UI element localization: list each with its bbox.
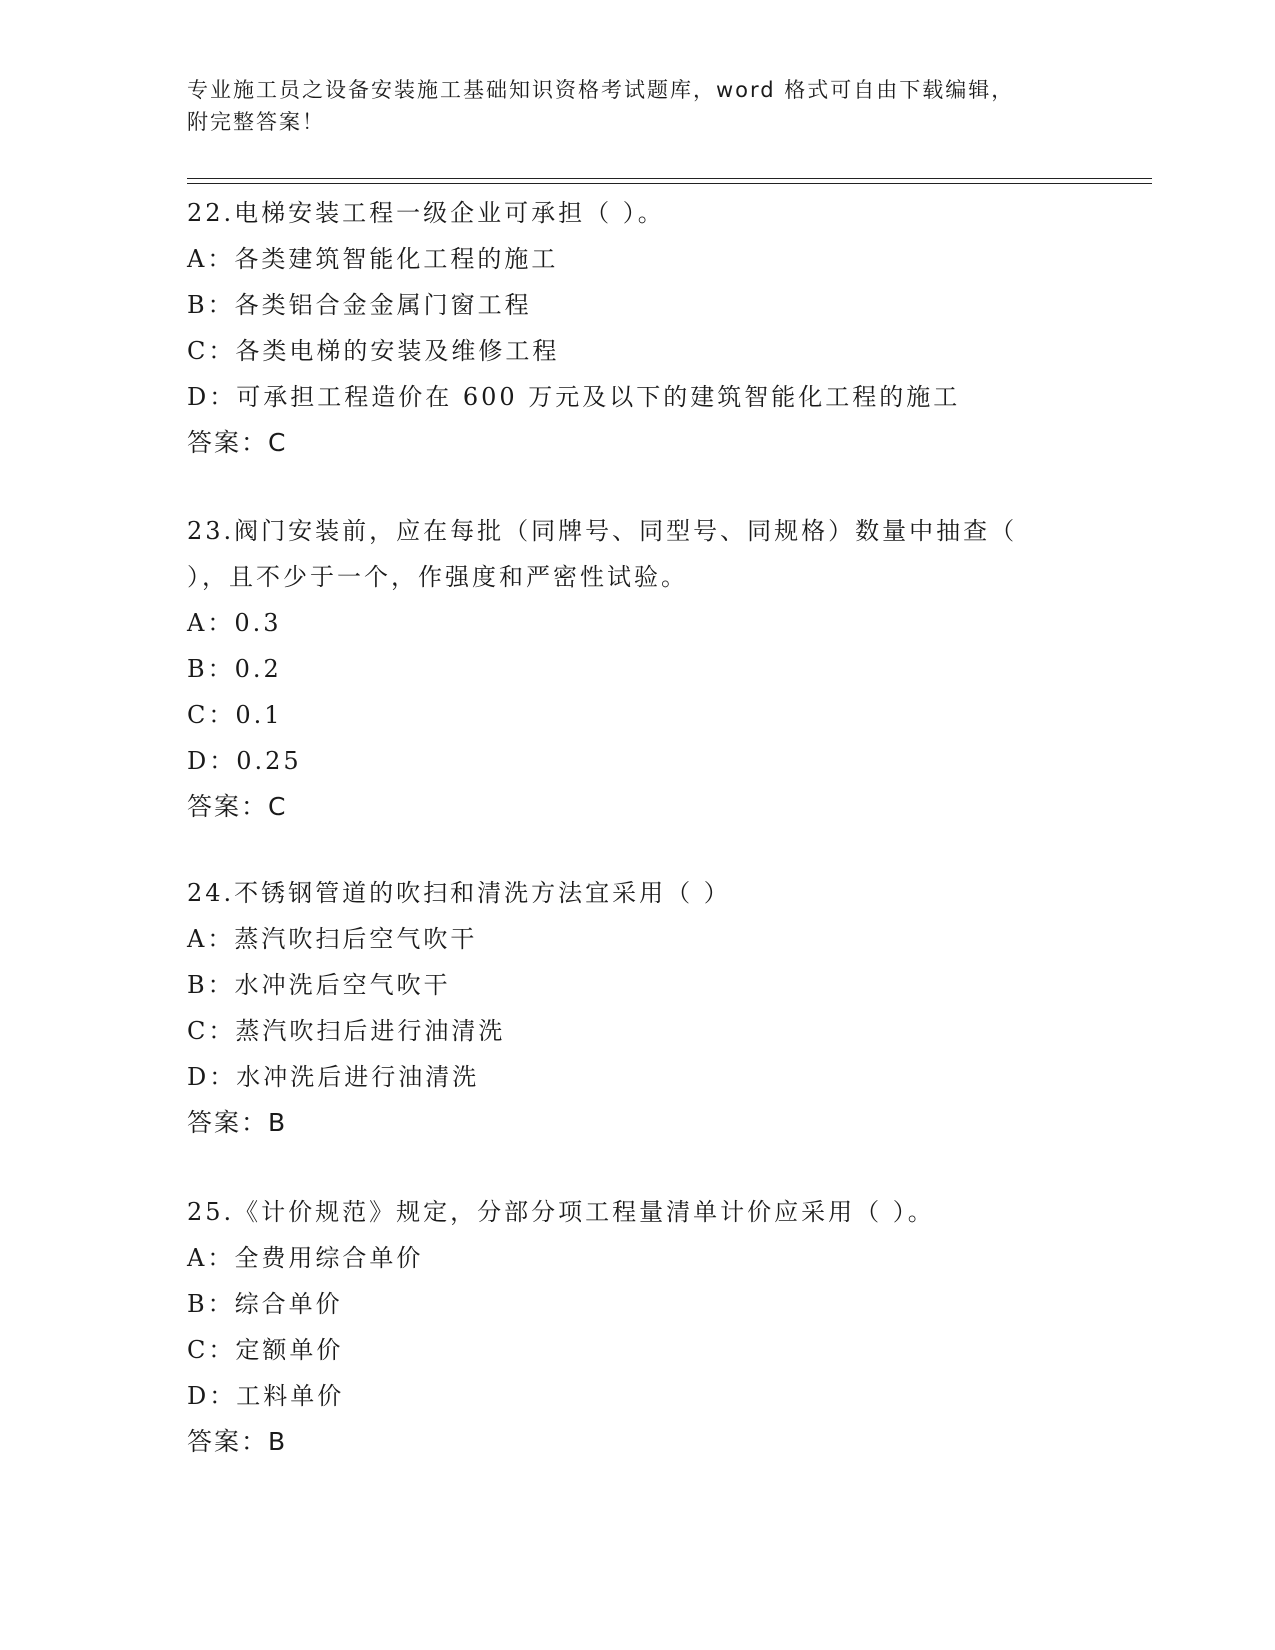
answer: 答案：C	[187, 428, 288, 457]
question-22	[187, 190, 1107, 466]
answer: 答案：B	[187, 1108, 288, 1137]
question-24	[187, 870, 1107, 1146]
question-stem: 23.阀门安装前，应在每批（同牌号、同型号、同规格）数量中抽查（	[187, 517, 1018, 545]
option-d: D：可承担工程造价在 600 万元及以下的建筑智能化工程的施工	[187, 383, 961, 411]
option-d: D：水冲洗后进行油清洗	[187, 1063, 480, 1091]
option-b: B：综合单价	[187, 1290, 343, 1318]
question-25	[187, 1189, 1107, 1465]
option-a: A：各类建筑智能化工程的施工	[187, 245, 559, 273]
question-23	[187, 508, 1107, 830]
header-line-1: 专业施工员之设备安装施工基础知识资格考试题库，word 格式可自由下载编辑，	[187, 78, 1015, 102]
question-stem-continued: ），且不少于一个，作强度和严密性试验。	[187, 563, 688, 591]
option-c: C：各类电梯的安装及维修工程	[187, 337, 560, 365]
option-d: D：0.25	[187, 747, 302, 775]
option-b: B：各类铝合金金属门窗工程	[187, 291, 532, 319]
option-b: B：0.2	[187, 655, 282, 683]
question-stem: 24.不锈钢管道的吹扫和清洗方法宜采用（ ）	[187, 879, 731, 907]
option-a: A：全费用综合单价	[187, 1244, 424, 1272]
option-b: B：水冲洗后空气吹干	[187, 971, 451, 999]
header-line-2: 附完整答案！	[187, 110, 325, 134]
option-a: A：蒸汽吹扫后空气吹干	[187, 925, 478, 953]
header-divider-top	[187, 178, 1152, 179]
option-d: D：工料单价	[187, 1382, 345, 1410]
answer: 答案：B	[187, 1427, 288, 1456]
option-a: A：0.3	[187, 609, 282, 637]
answer: 答案：C	[187, 792, 288, 821]
option-c: C：蒸汽吹扫后进行油清洗	[187, 1017, 506, 1045]
option-c: C：定额单价	[187, 1336, 344, 1364]
document-header	[187, 74, 1107, 138]
question-stem: 25.《计价规范》规定，分部分项工程量清单计价应采用（ ）。	[187, 1198, 935, 1226]
question-stem: 22.电梯安装工程一级企业可承担（ ）。	[187, 199, 665, 227]
option-c: C：0.1	[187, 701, 283, 729]
header-divider-bottom	[187, 183, 1152, 184]
